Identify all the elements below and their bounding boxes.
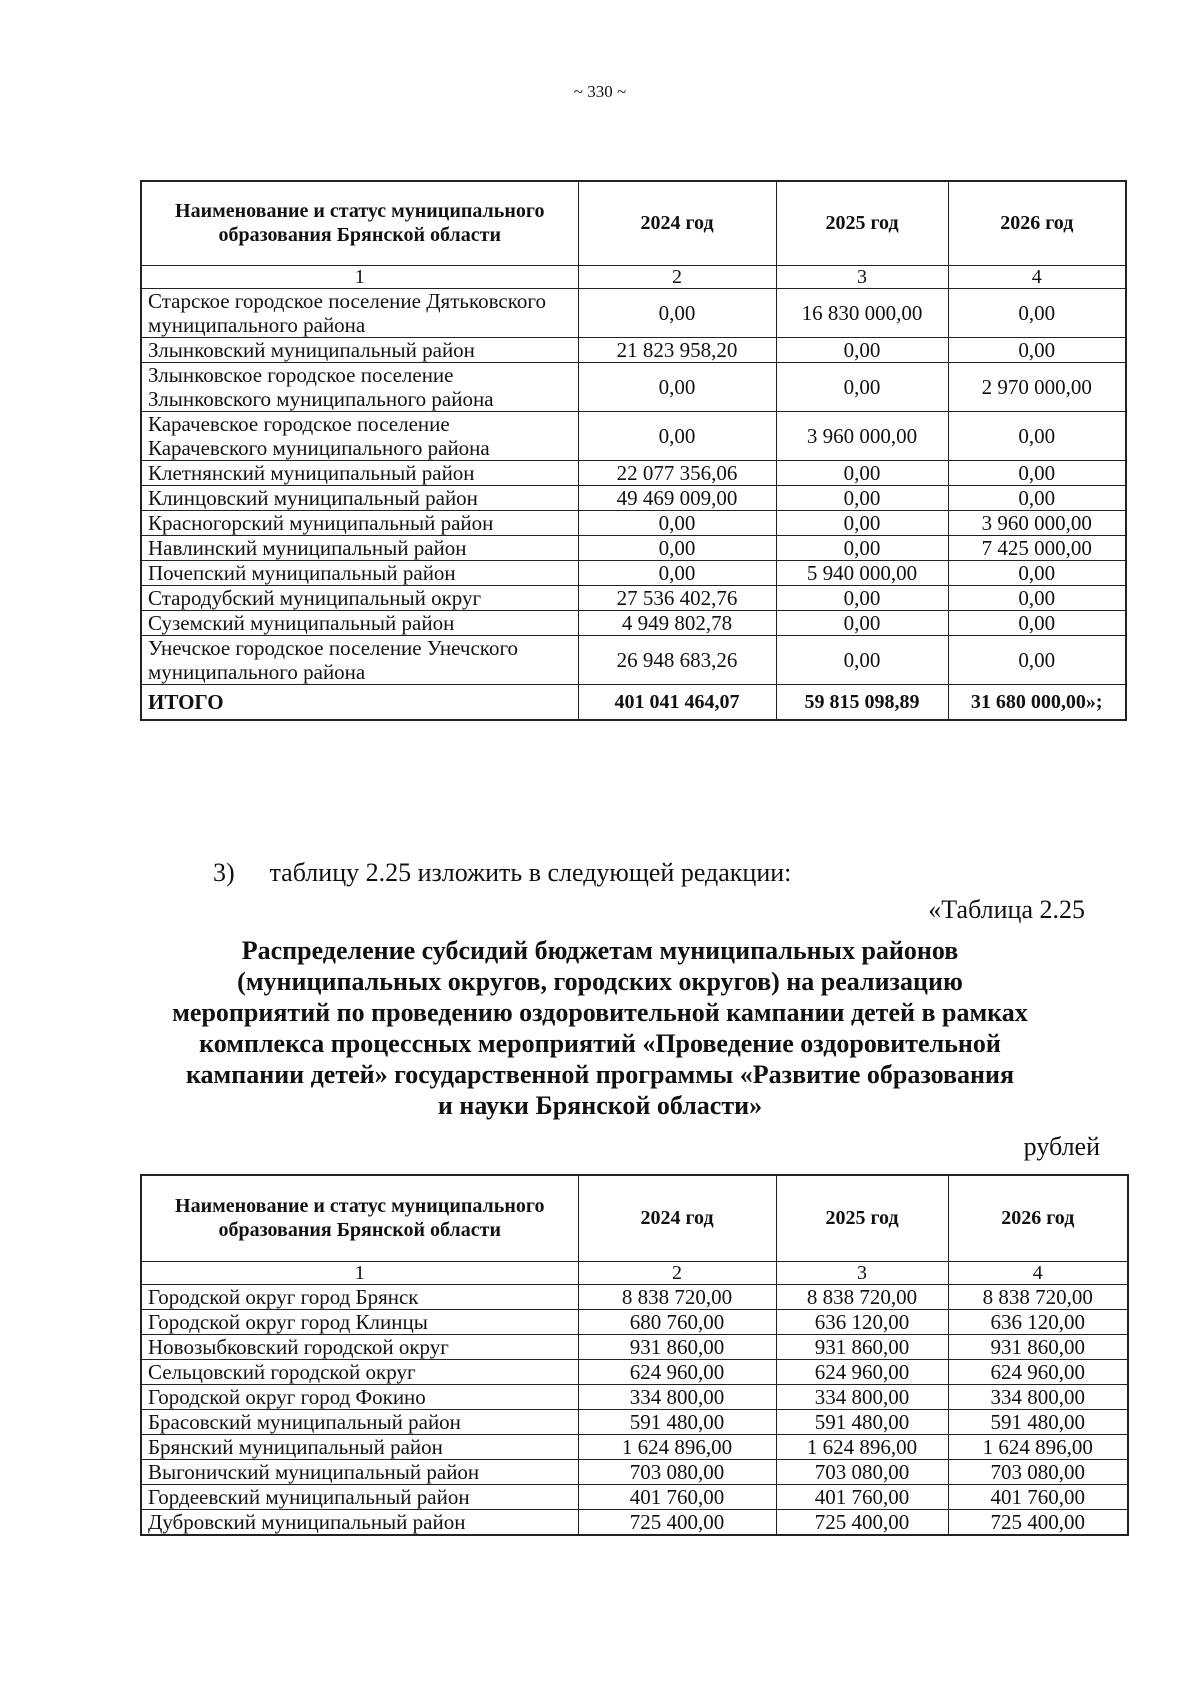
municipality-name: Клетнянский муниципальный район (141, 460, 578, 485)
value-2024: 21 823 958,20 (578, 337, 776, 362)
total-row (141, 684, 1126, 720)
value-2026: 591 480,00 (948, 1409, 1128, 1434)
value-2026: 931 860,00 (948, 1334, 1128, 1359)
value-2026: 0,00 (948, 585, 1126, 610)
value-2025: 0,00 (776, 510, 948, 535)
value-2025: 0,00 (776, 635, 948, 684)
value-2025: 725 400,00 (776, 1509, 948, 1535)
value-2024: 703 080,00 (578, 1459, 776, 1484)
table-row (141, 362, 1126, 411)
municipality-name: Злынковский муниципальный район (141, 337, 578, 362)
table-row (141, 1484, 1128, 1509)
column-index: 2 (578, 265, 776, 288)
value-2025: 5 940 000,00 (776, 560, 948, 585)
municipality-name: Сельцовский городской округ (141, 1359, 578, 1384)
municipality-name: Старское городское поселение Дятьковского муниципального района (141, 288, 578, 337)
header-2026: 2026 год (948, 1175, 1128, 1261)
value-2026: 334 800,00 (948, 1384, 1128, 1409)
title-line: (муниципальных округов, городских округов) на реализацию (237, 967, 963, 996)
municipality-name: Навлинский муниципальный район (141, 535, 578, 560)
value-2026: 0,00 (948, 610, 1126, 635)
municipality-name: Городской округ город Брянск (141, 1284, 578, 1309)
table-row (141, 610, 1126, 635)
header-2025: 2025 год (776, 181, 948, 265)
header-2024: 2024 год (578, 1175, 776, 1261)
total-2024: 401 041 464,07 (578, 684, 776, 720)
value-2024: 22 077 356,06 (578, 460, 776, 485)
value-2024: 680 760,00 (578, 1309, 776, 1334)
municipality-name: Стародубский муниципальный округ (141, 585, 578, 610)
value-2025: 8 838 720,00 (776, 1284, 948, 1309)
column-index-row (141, 265, 1126, 288)
value-2026: 0,00 (948, 337, 1126, 362)
value-2024: 624 960,00 (578, 1359, 776, 1384)
municipality-name: Карачевское городское поселение Карачевского муниципального района (141, 411, 578, 460)
value-2026: 0,00 (948, 560, 1126, 585)
municipality-name: Гордеевский муниципальный район (141, 1484, 578, 1509)
header-2025: 2025 год (776, 1175, 948, 1261)
table-row (141, 560, 1126, 585)
value-2025: 624 960,00 (776, 1359, 948, 1384)
table-row (141, 1509, 1128, 1535)
value-2025: 636 120,00 (776, 1309, 948, 1334)
table-row (141, 337, 1126, 362)
municipality-name: Дубровский муниципальный район (141, 1509, 578, 1535)
value-2024: 4 949 802,78 (578, 610, 776, 635)
value-2024: 0,00 (578, 411, 776, 460)
municipality-name: Унечское городское поселение Унечского муниципального района (141, 635, 578, 684)
value-2026: 0,00 (948, 635, 1126, 684)
municipality-name: Почепский муниципальный район (141, 560, 578, 585)
value-2024: 591 480,00 (578, 1409, 776, 1434)
total-2026: 31 680 000,00»; (948, 684, 1126, 720)
municipality-name: Злынковское городское поселение Злынковского муниципального района (141, 362, 578, 411)
value-2025: 0,00 (776, 610, 948, 635)
municipality-name: Брянский муниципальный район (141, 1434, 578, 1459)
table-row (141, 1409, 1128, 1434)
value-2024: 0,00 (578, 288, 776, 337)
value-2026: 7 425 000,00 (948, 535, 1126, 560)
table-row (141, 1309, 1128, 1334)
value-2024: 0,00 (578, 560, 776, 585)
value-2026: 2 970 000,00 (948, 362, 1126, 411)
value-2026: 0,00 (948, 485, 1126, 510)
value-2024: 334 800,00 (578, 1384, 776, 1409)
value-2024: 1 624 896,00 (578, 1434, 776, 1459)
municipality-name: Красногорский муниципальный район (141, 510, 578, 535)
header-2026: 2026 год (948, 181, 1126, 265)
value-2025: 931 860,00 (776, 1334, 948, 1359)
value-2024: 0,00 (578, 362, 776, 411)
column-index: 4 (948, 1261, 1128, 1284)
value-2025: 1 624 896,00 (776, 1434, 948, 1459)
value-2025: 0,00 (776, 535, 948, 560)
municipality-name: Клинцовский муниципальный район (141, 485, 578, 510)
municipality-name: Городской округ город Клинцы (141, 1309, 578, 1334)
value-2026: 0,00 (948, 411, 1126, 460)
value-2026: 725 400,00 (948, 1509, 1128, 1535)
table-row (141, 288, 1126, 337)
amendment-instruction (213, 858, 791, 888)
value-2024: 26 948 683,26 (578, 635, 776, 684)
column-index-row (141, 1261, 1128, 1284)
value-2026: 0,00 (948, 288, 1126, 337)
value-2025: 0,00 (776, 485, 948, 510)
header-municipality: Наименование и статус муниципального образования Брянской области (141, 181, 578, 265)
value-2024: 49 469 009,00 (578, 485, 776, 510)
value-2025: 0,00 (776, 585, 948, 610)
title-line: Распределение субсидий бюджетам муниципальных районов (241, 936, 959, 965)
column-index: 2 (578, 1261, 776, 1284)
total-label: ИТОГО (141, 684, 578, 720)
value-2026: 1 624 896,00 (948, 1434, 1128, 1459)
value-2024: 931 860,00 (578, 1334, 776, 1359)
value-2025: 0,00 (776, 337, 948, 362)
table-row (141, 460, 1126, 485)
table-row (141, 1384, 1128, 1409)
value-2025: 334 800,00 (776, 1384, 948, 1409)
value-2026: 0,00 (948, 460, 1126, 485)
header-municipality: Наименование и статус муниципального образования Брянской области (141, 1175, 578, 1261)
municipality-name: Городской округ город Фокино (141, 1384, 578, 1409)
units-label: рублей (1023, 1132, 1100, 1161)
column-index: 3 (776, 265, 948, 288)
total-2025: 59 815 098,89 (776, 684, 948, 720)
municipality-name: Суземский муниципальный район (141, 610, 578, 635)
table-row (141, 1434, 1128, 1459)
column-index: 4 (948, 265, 1126, 288)
table-row (141, 1334, 1128, 1359)
value-2024: 8 838 720,00 (578, 1284, 776, 1309)
value-2025: 401 760,00 (776, 1484, 948, 1509)
value-2026: 624 960,00 (948, 1359, 1128, 1384)
table-row (141, 1284, 1128, 1309)
value-2024: 401 760,00 (578, 1484, 776, 1509)
page-number: ~ 330 ~ (573, 82, 627, 101)
value-2026: 636 120,00 (948, 1309, 1128, 1334)
value-2025: 703 080,00 (776, 1459, 948, 1484)
table-row (141, 535, 1126, 560)
column-index: 1 (141, 265, 578, 288)
municipality-name: Новозыбковский городской округ (141, 1334, 578, 1359)
value-2026: 401 760,00 (948, 1484, 1128, 1509)
instruction-text: таблицу 2.25 изложить в следующей редакции: (269, 858, 792, 887)
header-2024: 2024 год (578, 181, 776, 265)
section-title (120, 935, 1080, 1121)
value-2024: 27 536 402,76 (578, 585, 776, 610)
value-2024: 0,00 (578, 535, 776, 560)
value-2024: 0,00 (578, 510, 776, 535)
subsidy-table-2-25 (140, 1174, 1129, 1536)
value-2026: 8 838 720,00 (948, 1284, 1128, 1309)
table-header-row (141, 181, 1126, 265)
instruction-number: 3) (213, 858, 235, 887)
value-2025: 0,00 (776, 362, 948, 411)
title-line: мероприятий по проведению оздоровительной кампании детей в рамках (172, 998, 1028, 1027)
municipality-name: Брасовский муниципальный район (141, 1409, 578, 1434)
title-line: кампании детей» государственной программы «Развитие образования (185, 1060, 1015, 1089)
table-row (141, 635, 1126, 684)
table-row (141, 485, 1126, 510)
table-row (141, 510, 1126, 535)
subsidy-table-previous (140, 180, 1127, 721)
value-2025: 3 960 000,00 (776, 411, 948, 460)
value-2026: 703 080,00 (948, 1459, 1128, 1484)
column-index: 1 (141, 1261, 578, 1284)
table-caption: «Таблица 2.25 (928, 895, 1085, 924)
column-index: 3 (776, 1261, 948, 1284)
title-line: комплекса процессных мероприятий «Проведение оздоровительной (199, 1029, 1001, 1058)
value-2025: 0,00 (776, 460, 948, 485)
value-2025: 591 480,00 (776, 1409, 948, 1434)
municipality-name: Выгоничский муниципальный район (141, 1459, 578, 1484)
value-2026: 3 960 000,00 (948, 510, 1126, 535)
table-header-row (141, 1175, 1128, 1261)
table-row (141, 411, 1126, 460)
value-2025: 16 830 000,00 (776, 288, 948, 337)
title-line: и науки Брянской области» (437, 1091, 763, 1120)
value-2024: 725 400,00 (578, 1509, 776, 1535)
table-row (141, 1459, 1128, 1484)
table-row (141, 1359, 1128, 1384)
table-row (141, 585, 1126, 610)
